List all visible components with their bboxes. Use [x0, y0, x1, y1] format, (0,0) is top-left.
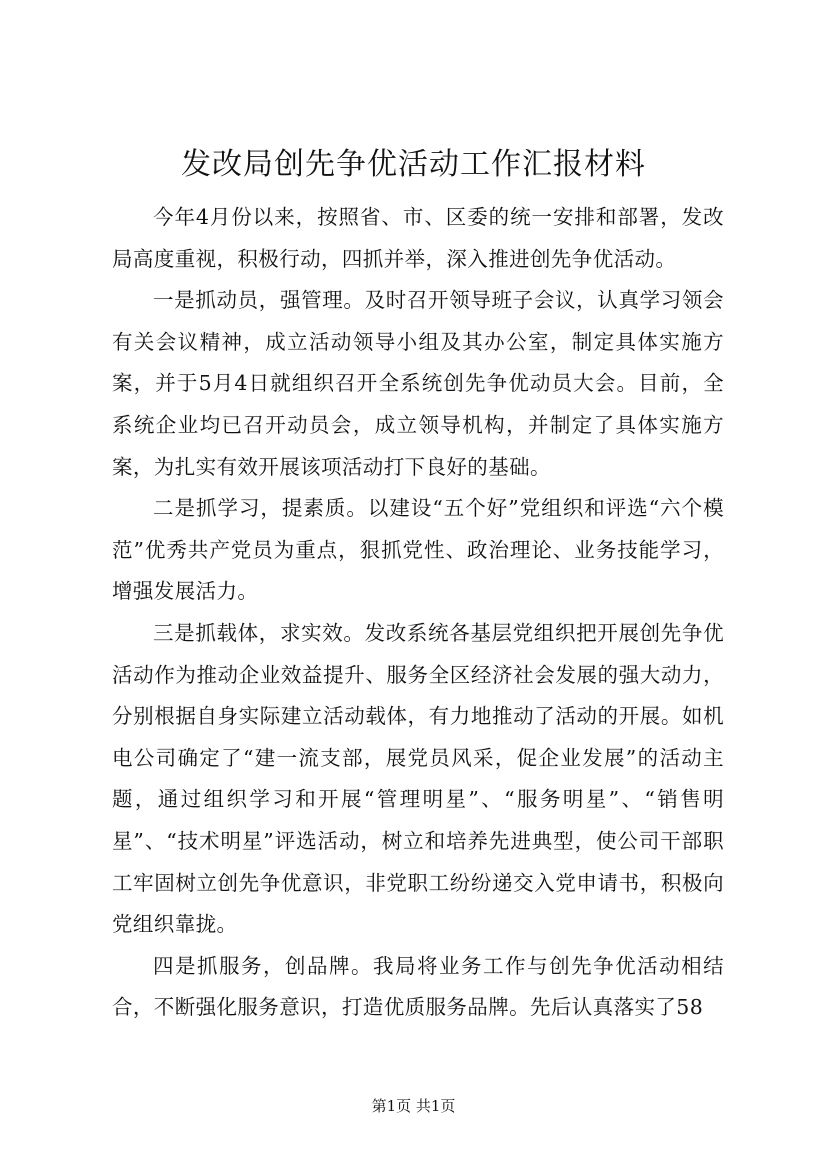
document-body — [112, 197, 724, 1029]
paragraph-intro: 今年4月份以来，按照省、市、区委的统一安排和部署，发改局高度重视，积极行动，四抓并举，深入推进创先争优活动。 — [112, 205, 724, 271]
page-number-footer: 第1页 共1页 — [371, 1097, 456, 1115]
document-title: 发改局创先争优活动工作汇报材料 — [181, 147, 646, 182]
paragraph-study: 二是抓学习，提素质。以建设“五个好”党组织和评选“六个模范”优秀共产党员为重点，狠抓党性、政治理论、业务技能学习，增强发展活力。 — [112, 496, 724, 604]
paragraph-carrier: 三是抓载体，求实效。发改系统各基层党组织把开展创先争优活动作为推动企业效益提升、服务全区经济社会发展的强大动力，分别根据自身实际建立活动载体，有力地推动了活动的开展。如机电公司确定了“建一流支部，展党员风采，促企业发展”的活动主题，通过组织学习和开展“管理明星”、“服务明星”、“销售明星”、“技术明星”评选活动，树立和培养先进典型，使公司干部职工牢固树立创先争优意识，非党职工纷纷递交入党申请书，积极向党组织靠拢。 — [112, 620, 724, 937]
paragraph-service: 四是抓服务，创品牌。我局将业务工作与创先争优活动相结合，不断强化服务意识，打造优质服务品牌。先后认真落实了58 — [112, 953, 724, 1020]
paragraph-mobilize: 一是抓动员，强管理。及时召开领导班子会议，认真学习领会有关会议精神，成立活动领导小组及其办公室，制定具体实施方案，并于5月4日就组织召开全系统创先争优动员大会。目前，全系统企业均已召开动员会，成立领导机构，并制定了具体实施方案，为扎实有效开展该项活动打下良好的基础。 — [112, 288, 724, 479]
